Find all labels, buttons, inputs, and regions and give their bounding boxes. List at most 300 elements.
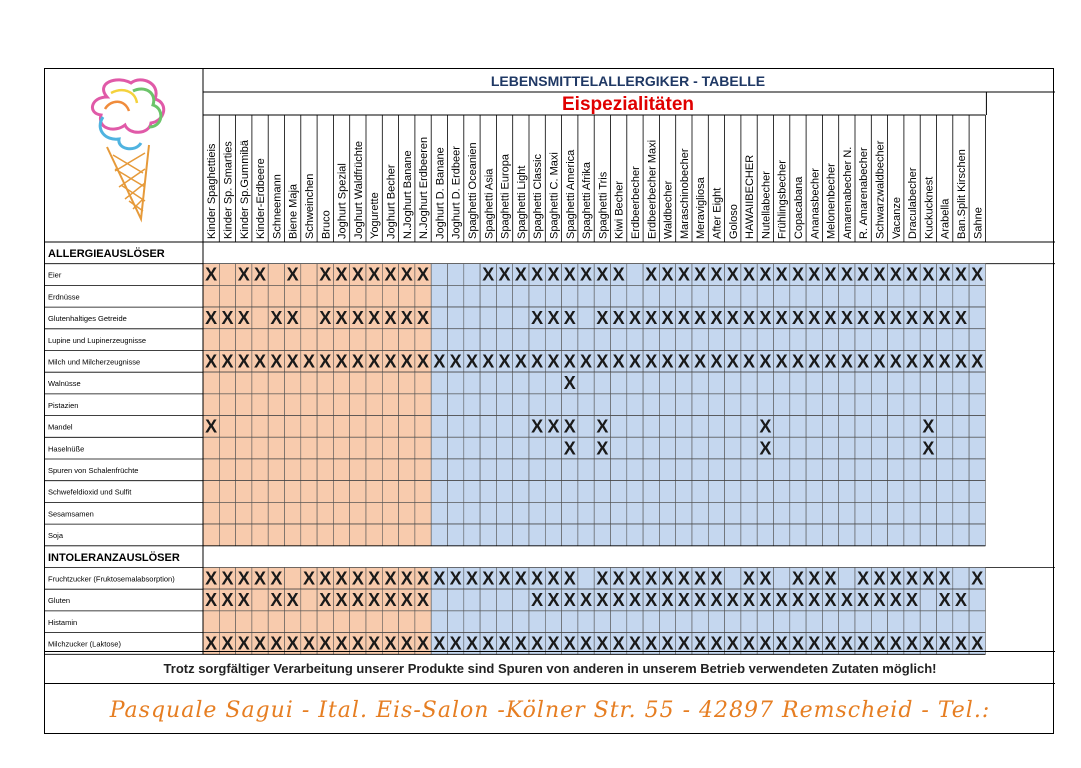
cell — [969, 502, 985, 524]
cell-mark: X — [547, 264, 560, 285]
cell-mark: X — [889, 633, 902, 654]
cell-mark: X — [351, 264, 364, 285]
cell — [855, 611, 871, 633]
cell-mark: X — [726, 633, 739, 654]
cell — [399, 285, 415, 307]
cell — [350, 437, 366, 459]
cell-mark: X — [254, 633, 267, 654]
cell-mark: X — [286, 590, 299, 611]
cell — [399, 437, 415, 459]
cell-mark: X — [417, 590, 430, 611]
cell — [382, 502, 398, 524]
cell — [806, 329, 822, 351]
cell-mark: X — [449, 351, 462, 372]
cell — [350, 416, 366, 438]
cell — [594, 481, 610, 503]
cell — [594, 459, 610, 481]
cell-mark: X — [824, 568, 837, 589]
cell — [806, 524, 822, 546]
cell — [611, 372, 627, 394]
cell-mark: X — [791, 590, 804, 611]
cell — [774, 502, 790, 524]
cell — [774, 329, 790, 351]
cell — [285, 568, 301, 590]
cell — [301, 372, 317, 394]
cell — [496, 589, 512, 611]
cell — [643, 611, 659, 633]
cell-mark: X — [531, 416, 544, 437]
cell — [822, 459, 838, 481]
cell — [529, 502, 545, 524]
cell — [285, 372, 301, 394]
product-header-13: N.Joghurt Erdbeeren — [418, 136, 431, 239]
cell-mark: X — [922, 351, 935, 372]
product-header-4: Schneemann — [271, 174, 284, 239]
cell — [839, 568, 855, 590]
cell — [464, 481, 480, 503]
cell — [676, 481, 692, 503]
product-header-42: Vacanze — [890, 197, 903, 239]
cell-mark: X — [612, 590, 625, 611]
cell — [203, 611, 219, 633]
cell-mark: X — [368, 264, 381, 285]
cell — [252, 437, 268, 459]
cell — [643, 459, 659, 481]
cell — [953, 394, 969, 416]
cell — [888, 502, 904, 524]
product-header-37: Ananasbecher — [809, 168, 822, 239]
cell — [431, 459, 447, 481]
cell — [790, 329, 806, 351]
cell-mark: X — [906, 590, 919, 611]
cell — [969, 589, 985, 611]
product-header-40: R. Amarenabecher — [858, 147, 871, 239]
cell — [252, 481, 268, 503]
cell-mark: X — [661, 633, 674, 654]
cell-mark: X — [922, 568, 935, 589]
cell — [480, 307, 496, 329]
cell — [676, 329, 692, 351]
cell — [333, 329, 349, 351]
cell — [513, 502, 529, 524]
cell — [904, 329, 920, 351]
cell — [431, 611, 447, 633]
cell-mark: X — [710, 590, 723, 611]
cell — [855, 524, 871, 546]
cell-mark: X — [873, 308, 886, 329]
cell-mark: X — [743, 568, 756, 589]
cell — [317, 372, 333, 394]
cell — [643, 416, 659, 438]
cell — [431, 589, 447, 611]
cell — [252, 524, 268, 546]
cell — [562, 611, 578, 633]
cell — [969, 524, 985, 546]
cell — [496, 502, 512, 524]
cell — [268, 524, 284, 546]
cell-mark: X — [938, 264, 951, 285]
cell — [659, 502, 675, 524]
cell-mark: X — [400, 308, 413, 329]
cell — [871, 329, 887, 351]
cell — [920, 285, 936, 307]
cell — [366, 459, 382, 481]
shop-address: Pasquale Sagui - Ital. Eis-Salon -Kölner Str. 55 - 42897 Remscheid - Tel.: — [45, 683, 1055, 736]
cell-mark: X — [596, 416, 609, 437]
cell — [855, 416, 871, 438]
cell — [480, 416, 496, 438]
cell — [382, 524, 398, 546]
cell-mark: X — [775, 264, 788, 285]
cell — [708, 481, 724, 503]
cell-mark: X — [906, 351, 919, 372]
cell — [382, 611, 398, 633]
cell-mark: X — [433, 568, 446, 589]
cell — [317, 329, 333, 351]
cell — [627, 329, 643, 351]
cell-mark: X — [286, 308, 299, 329]
cell — [448, 611, 464, 633]
cell — [236, 437, 252, 459]
cell — [382, 481, 398, 503]
cell — [839, 285, 855, 307]
cell-mark: X — [580, 633, 593, 654]
cell — [659, 611, 675, 633]
cell-mark: X — [531, 568, 544, 589]
cell — [806, 416, 822, 438]
cell — [545, 394, 561, 416]
cell-mark: X — [449, 633, 462, 654]
cell — [725, 437, 741, 459]
cell — [415, 611, 431, 633]
cell — [382, 416, 398, 438]
cell — [219, 372, 235, 394]
cell — [839, 611, 855, 633]
cell — [774, 372, 790, 394]
cell-mark: X — [743, 633, 756, 654]
cell — [382, 394, 398, 416]
cell-mark: X — [661, 568, 674, 589]
cell — [480, 394, 496, 416]
cell — [219, 611, 235, 633]
cell — [937, 329, 953, 351]
cell — [904, 502, 920, 524]
product-header-35: Frühlingsbecher — [776, 160, 789, 239]
cell-mark: X — [628, 568, 641, 589]
cell-mark: X — [351, 351, 364, 372]
cell — [252, 329, 268, 351]
cell-mark: X — [531, 308, 544, 329]
cell — [578, 568, 594, 590]
cell — [350, 611, 366, 633]
cell — [301, 611, 317, 633]
cell-mark: X — [612, 308, 625, 329]
product-header-34: Nutellabecher — [760, 171, 773, 239]
cell-mark: X — [808, 633, 821, 654]
cell — [627, 524, 643, 546]
cell — [562, 459, 578, 481]
cell — [725, 372, 741, 394]
cell-mark: X — [514, 568, 527, 589]
cell — [285, 502, 301, 524]
cell — [317, 481, 333, 503]
cell — [790, 459, 806, 481]
cell-mark: X — [775, 308, 788, 329]
cell — [708, 459, 724, 481]
cell-mark: X — [596, 568, 609, 589]
product-header-27: Erdbeerbecher Maxi — [646, 139, 659, 239]
cell — [741, 416, 757, 438]
cell-mark: X — [938, 590, 951, 611]
product-header-30: Meravigliosa — [695, 177, 708, 239]
cell — [659, 372, 675, 394]
cell — [545, 285, 561, 307]
cell — [676, 416, 692, 438]
product-header-0: Kinder Spaghettieis — [206, 143, 219, 239]
cell — [594, 372, 610, 394]
cell — [448, 264, 464, 286]
cell — [366, 437, 382, 459]
cell — [839, 416, 855, 438]
product-header-17: Spaghetti Asia — [483, 168, 496, 239]
cell-mark: X — [873, 264, 886, 285]
cell-mark: X — [775, 590, 788, 611]
cell — [822, 524, 838, 546]
cell — [203, 437, 219, 459]
cell — [431, 307, 447, 329]
cell — [480, 437, 496, 459]
cell — [937, 611, 953, 633]
cell — [855, 437, 871, 459]
cell-mark: X — [791, 264, 804, 285]
cell-mark: X — [694, 633, 707, 654]
cell-mark: X — [726, 351, 739, 372]
cell — [969, 481, 985, 503]
cell — [741, 394, 757, 416]
product-header-14: Joghurt D. Banane — [434, 147, 447, 239]
product-header-9: Joghurt Waldfrüchte — [352, 140, 365, 239]
cell — [871, 502, 887, 524]
cell — [871, 416, 887, 438]
cell-mark: X — [612, 568, 625, 589]
cell — [725, 502, 741, 524]
cell-mark: X — [808, 308, 821, 329]
cell — [627, 437, 643, 459]
cell — [480, 372, 496, 394]
cell — [333, 459, 349, 481]
cell — [953, 459, 969, 481]
cell — [855, 481, 871, 503]
cell — [757, 329, 773, 351]
cell — [594, 329, 610, 351]
cell — [464, 611, 480, 633]
cell — [920, 459, 936, 481]
cell — [448, 524, 464, 546]
cell — [382, 372, 398, 394]
cell — [578, 329, 594, 351]
cell — [301, 459, 317, 481]
cell-mark: X — [628, 308, 641, 329]
cell — [627, 502, 643, 524]
cell — [366, 416, 382, 438]
row-label: Glutenhaltiges Getreide — [48, 314, 127, 324]
cell — [545, 437, 561, 459]
product-header-29: Maraschinobecher — [678, 148, 691, 239]
cell-mark: X — [498, 264, 511, 285]
cell-mark: X — [596, 438, 609, 459]
cell — [888, 416, 904, 438]
product-header-3: Kinder-Erdbeere — [255, 158, 268, 239]
cell — [480, 524, 496, 546]
cell — [301, 307, 317, 329]
cell — [268, 329, 284, 351]
cell-mark: X — [824, 264, 837, 285]
cell — [937, 524, 953, 546]
cell-mark: X — [645, 351, 658, 372]
cell — [236, 611, 252, 633]
cell-mark: X — [221, 351, 234, 372]
cell — [496, 481, 512, 503]
cell-mark: X — [889, 264, 902, 285]
cell — [333, 416, 349, 438]
cell-mark: X — [417, 568, 430, 589]
row-label: Gluten — [48, 596, 71, 606]
cell — [741, 437, 757, 459]
cell — [708, 437, 724, 459]
cell — [969, 394, 985, 416]
cell — [252, 372, 268, 394]
cell — [252, 394, 268, 416]
cell — [741, 524, 757, 546]
cell — [594, 285, 610, 307]
cell-mark: X — [547, 416, 560, 437]
cell — [415, 285, 431, 307]
cell — [888, 437, 904, 459]
cell-mark: X — [319, 264, 332, 285]
cell — [464, 329, 480, 351]
cell — [757, 524, 773, 546]
cell-mark: X — [205, 308, 218, 329]
cell-mark: X — [563, 590, 576, 611]
cell — [611, 394, 627, 416]
cell — [301, 481, 317, 503]
cell — [448, 307, 464, 329]
cell-mark: X — [270, 633, 283, 654]
cell — [285, 459, 301, 481]
cell — [692, 394, 708, 416]
product-header-15: Joghurt D. Erdbeer — [450, 146, 463, 239]
cell-mark: X — [694, 264, 707, 285]
cell-mark: X — [954, 351, 967, 372]
cell — [806, 611, 822, 633]
cell-mark: X — [531, 264, 544, 285]
cell — [920, 524, 936, 546]
cell-mark: X — [840, 633, 853, 654]
product-header-33: HAWAIIBECHER — [744, 154, 757, 239]
cell — [529, 524, 545, 546]
cell-mark: X — [547, 308, 560, 329]
table-title: LEBENSMITTELALLERGIKER - TABELLE — [490, 73, 766, 89]
cell — [627, 416, 643, 438]
cell-mark: X — [906, 308, 919, 329]
cell-mark: X — [840, 590, 853, 611]
cell-mark: X — [417, 351, 430, 372]
cell — [953, 416, 969, 438]
cell-mark: X — [759, 308, 772, 329]
cell — [790, 372, 806, 394]
cell — [741, 502, 757, 524]
cell — [268, 502, 284, 524]
cell — [301, 502, 317, 524]
cell — [317, 611, 333, 633]
cell — [203, 329, 219, 351]
cell — [643, 524, 659, 546]
cell — [855, 285, 871, 307]
cell-mark: X — [954, 590, 967, 611]
cell-mark: X — [482, 264, 495, 285]
cell — [480, 611, 496, 633]
cell — [366, 611, 382, 633]
cell-mark: X — [221, 633, 234, 654]
section-label: INTOLERANZAUSLÖSER — [48, 551, 180, 564]
cell — [904, 285, 920, 307]
cell-mark: X — [612, 633, 625, 654]
cell-mark: X — [563, 568, 576, 589]
cell — [366, 285, 382, 307]
cell-mark: X — [221, 568, 234, 589]
cell — [774, 416, 790, 438]
cell — [888, 459, 904, 481]
cell — [513, 589, 529, 611]
cell-mark: X — [596, 633, 609, 654]
cell — [268, 264, 284, 286]
cell-mark: X — [563, 308, 576, 329]
cell-mark: X — [319, 568, 332, 589]
cell — [268, 394, 284, 416]
cell-mark: X — [759, 568, 772, 589]
cell — [904, 394, 920, 416]
cell — [366, 329, 382, 351]
cell-mark: X — [384, 590, 397, 611]
cell — [627, 372, 643, 394]
cell — [301, 394, 317, 416]
disclaimer-note: Trotz sorgfältiger Verarbeitung unserer Produkte sind Spuren von anderen in unserem Betrieb verwendeten Zutaten möglich! — [45, 651, 1055, 684]
cell — [415, 502, 431, 524]
cell-mark: X — [286, 351, 299, 372]
cell-mark: X — [922, 438, 935, 459]
cell — [594, 611, 610, 633]
cell — [757, 372, 773, 394]
cell — [399, 524, 415, 546]
cell — [725, 459, 741, 481]
cell — [366, 481, 382, 503]
cell — [513, 437, 529, 459]
cell — [562, 329, 578, 351]
cell — [464, 285, 480, 307]
cell — [529, 459, 545, 481]
cell-mark: X — [922, 633, 935, 654]
cell-mark: X — [743, 351, 756, 372]
cell — [464, 394, 480, 416]
cell — [496, 372, 512, 394]
cell — [496, 437, 512, 459]
cell-mark: X — [857, 308, 870, 329]
cell-mark: X — [661, 351, 674, 372]
cell-mark: X — [335, 308, 348, 329]
cell — [431, 285, 447, 307]
cell — [317, 394, 333, 416]
cell — [708, 416, 724, 438]
